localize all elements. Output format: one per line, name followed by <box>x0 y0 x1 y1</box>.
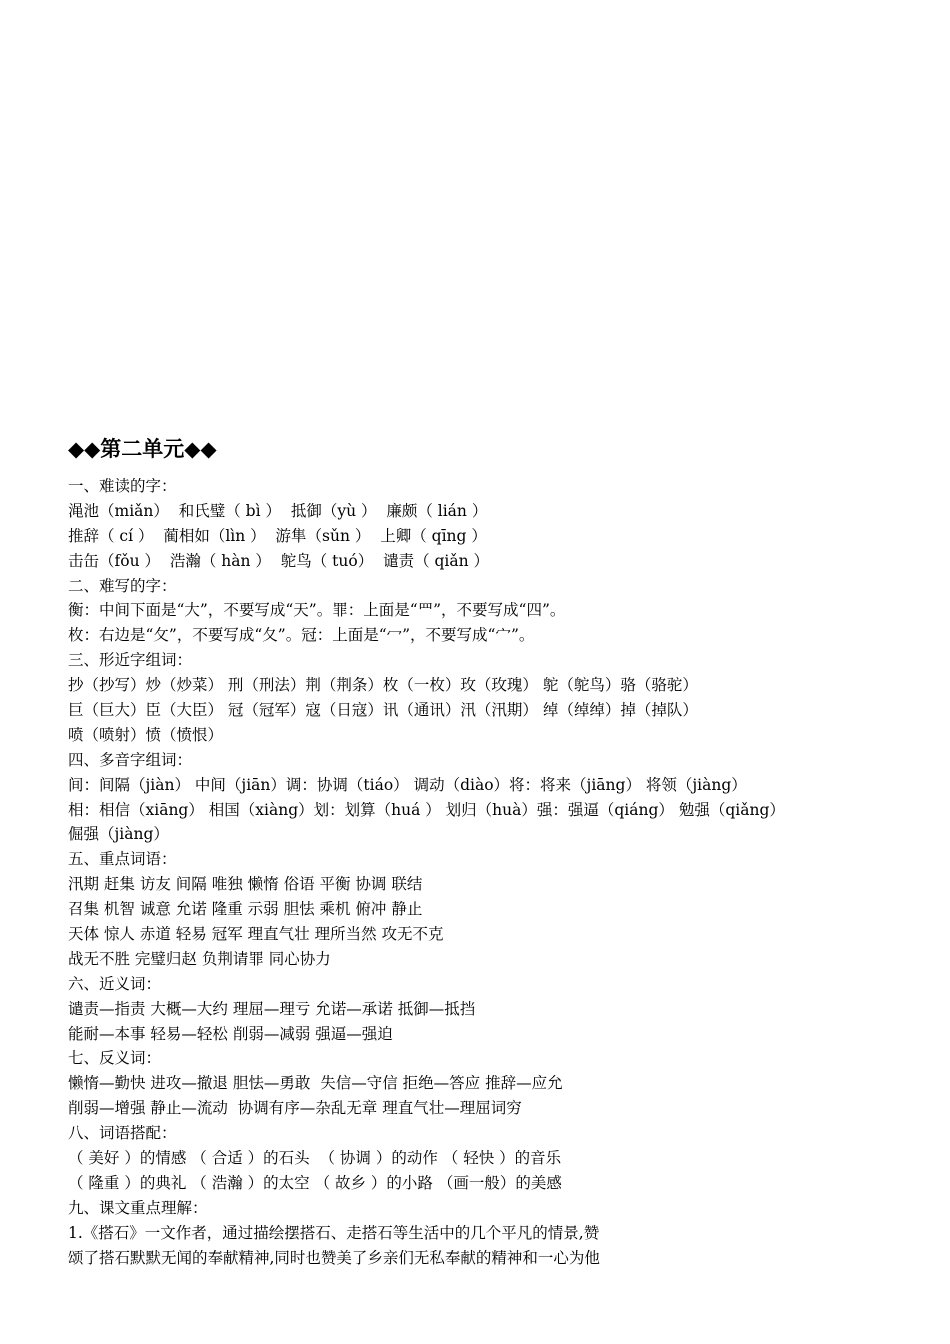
text-line: 谴责—指责 大概—大约 理屈—理亏 允诺—承诺 抵御—抵挡 <box>68 999 476 1018</box>
section-heading-text-understanding: 九、课文重点理解： <box>68 1198 208 1217</box>
text-line: 1.《搭石》一文作者，通过描绘摆搭石、走搭石等生活中的几个平凡的情景,赞 <box>68 1223 600 1242</box>
document-content <box>68 434 918 1271</box>
text-line: 抄（抄写）炒（炒菜） 刑（刑法）荆（荆条）枚（一枚）玫（玫瑰） 鸵（鸵鸟）骆（骆驼） <box>68 676 698 695</box>
text-line: 巨（巨大）臣（大臣） 冠（冠军）寇（日寇）讯（通讯）汛（汛期） 绰（绰绰）掉（掉队） <box>68 701 698 720</box>
text-line: 颂了搭石默默无闻的奉献精神,同时也赞美了乡亲们无私奉献的精神和一心为他 <box>68 1248 600 1267</box>
text-line: 击缶（fǒu ） 浩瀚（ hàn ） 鸵鸟（ tuó） 谴责（ qiǎn ） <box>68 551 490 570</box>
text-line: 衡：中间下面是“大”，不要写成“天”。罪：上面是“罒”，不要写成“四”。 <box>68 601 566 620</box>
text-line: 渑池（miǎn） 和氏璧（ bì ） 抵御（yù ） 廉颇（ lián ） <box>68 501 488 520</box>
text-line: （ 美好 ）的情感 （ 合适 ）的石头 （ 协调 ）的动作 （ 轻快 ）的音乐 <box>68 1149 562 1168</box>
text-line: 相：相信（xiāng） 相国（xiàng）划：划算（huá ） 划归（huà）强：强逼（qiáng） 勉强（qiǎng） <box>68 800 785 819</box>
text-line: 喷（喷射）愤（愤恨） <box>68 725 224 744</box>
section-heading-polyphonic-characters: 四、多音字组词： <box>68 750 193 769</box>
section-heading-word-collocations: 八、词语搭配： <box>68 1124 177 1143</box>
section-heading-antonyms: 七、反义词： <box>68 1049 162 1068</box>
text-line: 倔强（jiàng） <box>68 825 169 844</box>
text-line: 汛期 赶集 访友 间隔 唯独 懒惰 俗语 平衡 协调 联结 <box>68 875 423 894</box>
text-line: （ 隆重 ）的典礼 （ 浩瀚 ）的太空 （ 故乡 ）的小路 （画一般）的美感 <box>68 1173 562 1192</box>
text-line: 能耐—本事 轻易—轻松 削弱—减弱 强逼—强迫 <box>68 1024 393 1043</box>
text-line: 削弱—增强 静止—流动 协调有序—杂乱无章 理直气壮—理屈词穷 <box>68 1099 522 1118</box>
section-heading-key-words: 五、重点词语： <box>68 850 177 869</box>
text-line: 天体 惊人 赤道 轻易 冠军 理直气壮 理所当然 攻无不克 <box>68 925 444 944</box>
section-heading-similar-characters: 三、形近字组词： <box>68 651 193 670</box>
section-heading-difficult-readings: 一、难读的字： <box>68 477 177 495</box>
text-line: 战无不胜 完璧归赵 负荆请罪 同心协力 <box>68 949 331 968</box>
section-heading-synonyms: 六、近义词： <box>68 974 162 993</box>
text-line: 间：间隔（jiàn） 中间（jiān）调：协调（tiáo） 调动（diào）将：将来（jiāng） 将领（jiàng） <box>68 775 747 794</box>
text-line: 召集 机智 诚意 允诺 隆重 示弱 胆怯 乘机 俯冲 静止 <box>68 900 423 919</box>
text-line: 推辞（ cí ） 蔺相如（lìn ） 游隼（sǔn ） 上卿（ qīng ） <box>68 526 487 545</box>
text-line: 枚：右边是“攵”，不要写成“夂”。冠：上面是“冖”，不要写成“宀”。 <box>68 626 535 645</box>
unit-title: ◆◆第二单元◆◆ <box>68 437 217 461</box>
text-line: 懒惰—勤快 进攻—撤退 胆怯—勇敢 失信—守信 拒绝—答应 推辞—应允 <box>68 1074 563 1093</box>
section-heading-difficult-writings: 二、难写的字： <box>68 576 177 595</box>
